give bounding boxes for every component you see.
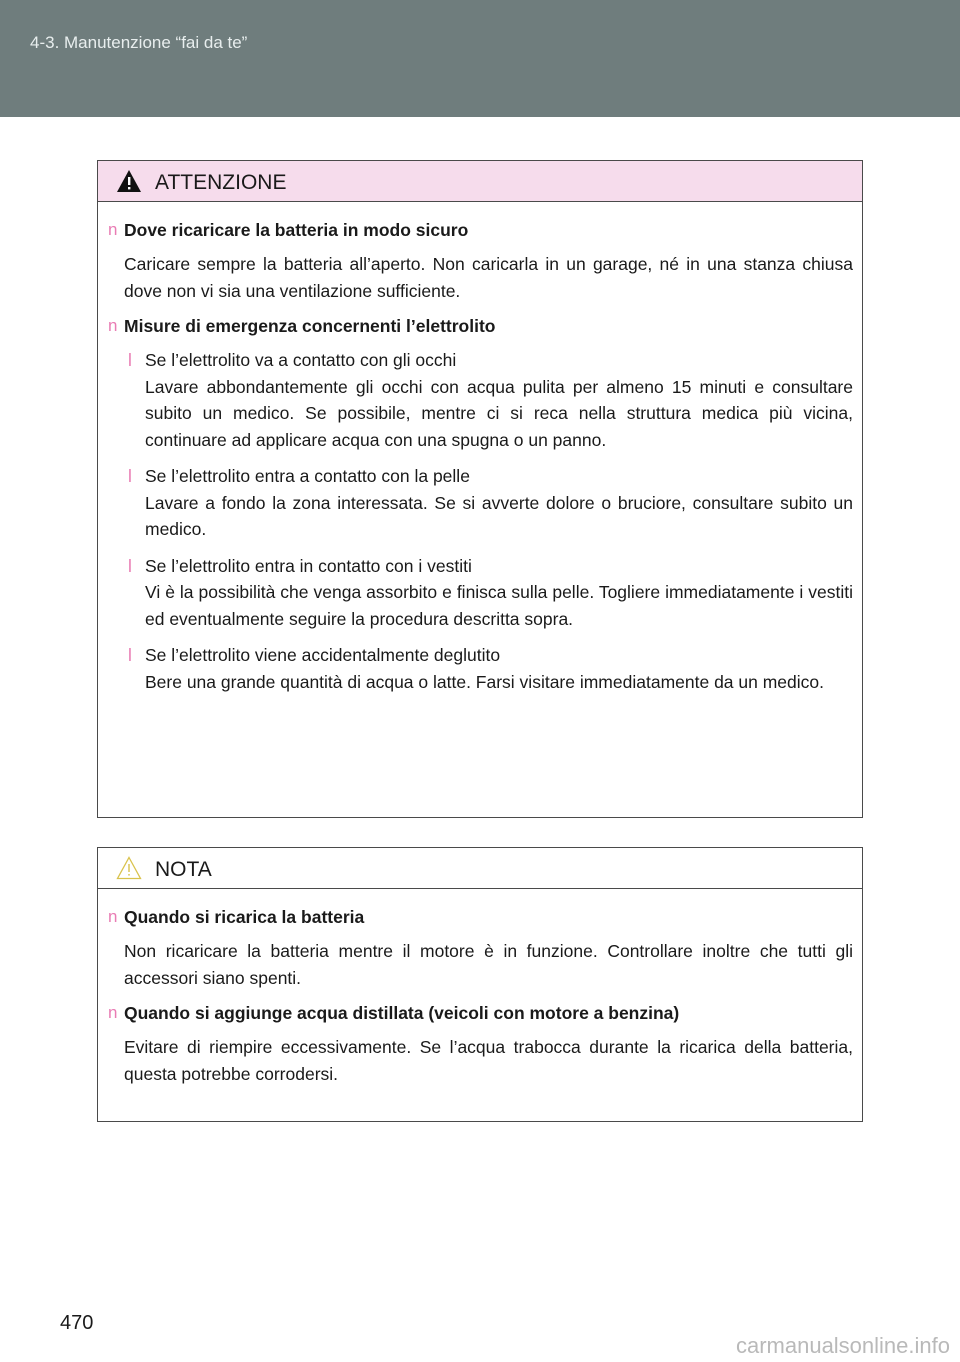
watermark: carmanualsonline.info — [735, 1333, 950, 1358]
section-title-text: Quando si ricarica la batteria — [124, 907, 365, 927]
list-item — [98, 463, 853, 543]
item-text: Lavare a fondo la zona interessata. Se si avverte dolore o bruciore, consultare subito un medico. — [145, 492, 853, 539]
section-paragraph: Caricare sempre la batteria all’aperto. Non caricarla in un garage, né in una stanza chiusa dove non vi sia una ventilazione sufficiente. — [124, 254, 853, 301]
warning-label: ATTENZIONE — [155, 171, 287, 194]
item-text: Vi è la possibilità che venga assorbito e finisca sulla pelle. Togliere immediatamente i vestiti ed eventualmente seguire la procedura descritta sopra. — [145, 582, 853, 629]
chapter-title: 4-3. Manutenzione “fai da te” — [30, 33, 248, 52]
section-title — [98, 218, 853, 242]
caution-triangle-icon — [116, 856, 142, 880]
section-bullet: n — [108, 316, 118, 335]
note-label: NOTA — [155, 858, 212, 881]
warning-body — [98, 202, 862, 725]
page-number: 470 — [60, 1312, 94, 1334]
list-item — [98, 642, 853, 695]
item-bullet: l — [128, 466, 132, 486]
item-text: Lavare abbondantemente gli occhi con acqua pulita per almeno 15 minuti e consultare subito un medico. Se possibile, mentre ci si reca nella struttura medica più vicina, continuare ad applicare acqua con una spugna o un panno. — [145, 376, 853, 450]
section-paragraph: Evitare di riempire eccessivamente. Se l’acqua trabocca durante la ricarica della batteria, questa potrebbe corrodersi. — [124, 1037, 853, 1084]
warning-triangle-icon — [116, 169, 142, 193]
list-item — [98, 347, 853, 453]
item-bullet: l — [128, 555, 132, 576]
item-caption: Se l’elettrolito entra in contatto con i vestiti — [145, 555, 472, 576]
item-bullet: l — [128, 645, 132, 665]
section-title — [98, 905, 853, 929]
page-header — [0, 0, 960, 117]
section-title — [98, 1001, 853, 1025]
section-bullet: n — [108, 907, 118, 926]
item-bullet: l — [128, 350, 132, 370]
item-caption: Se l’elettrolito entra a contatto con la pelle — [145, 466, 470, 486]
list-item — [98, 553, 853, 633]
note-header — [98, 848, 862, 889]
note-body — [98, 889, 862, 1117]
item-caption: Se l’elettrolito viene accidentalmente deglutito — [145, 645, 501, 665]
section-title — [98, 314, 853, 338]
section-title-text: Misure di emergenza concernenti l’elettrolito — [124, 316, 496, 336]
warning-box — [97, 160, 863, 818]
item-text: Bere una grande quantità di acqua o latte. Farsi visitare immediatamente da un medico. — [145, 671, 824, 692]
note-box — [97, 847, 863, 1122]
section-title-text: Quando si aggiunge acqua distillata (veicoli con motore a benzina) — [124, 1003, 680, 1023]
section-title-text: Dove ricaricare la batteria in modo sicuro — [124, 220, 469, 240]
section-bullet: n — [108, 1003, 118, 1022]
warning-header — [98, 161, 862, 202]
section-bullet: n — [108, 220, 118, 239]
section-paragraph: Non ricaricare la batteria mentre il motore è in funzione. Controllare inoltre che tutti gli accessori siano spenti. — [124, 941, 853, 988]
item-caption: Se l’elettrolito va a contatto con gli occhi — [145, 350, 457, 370]
